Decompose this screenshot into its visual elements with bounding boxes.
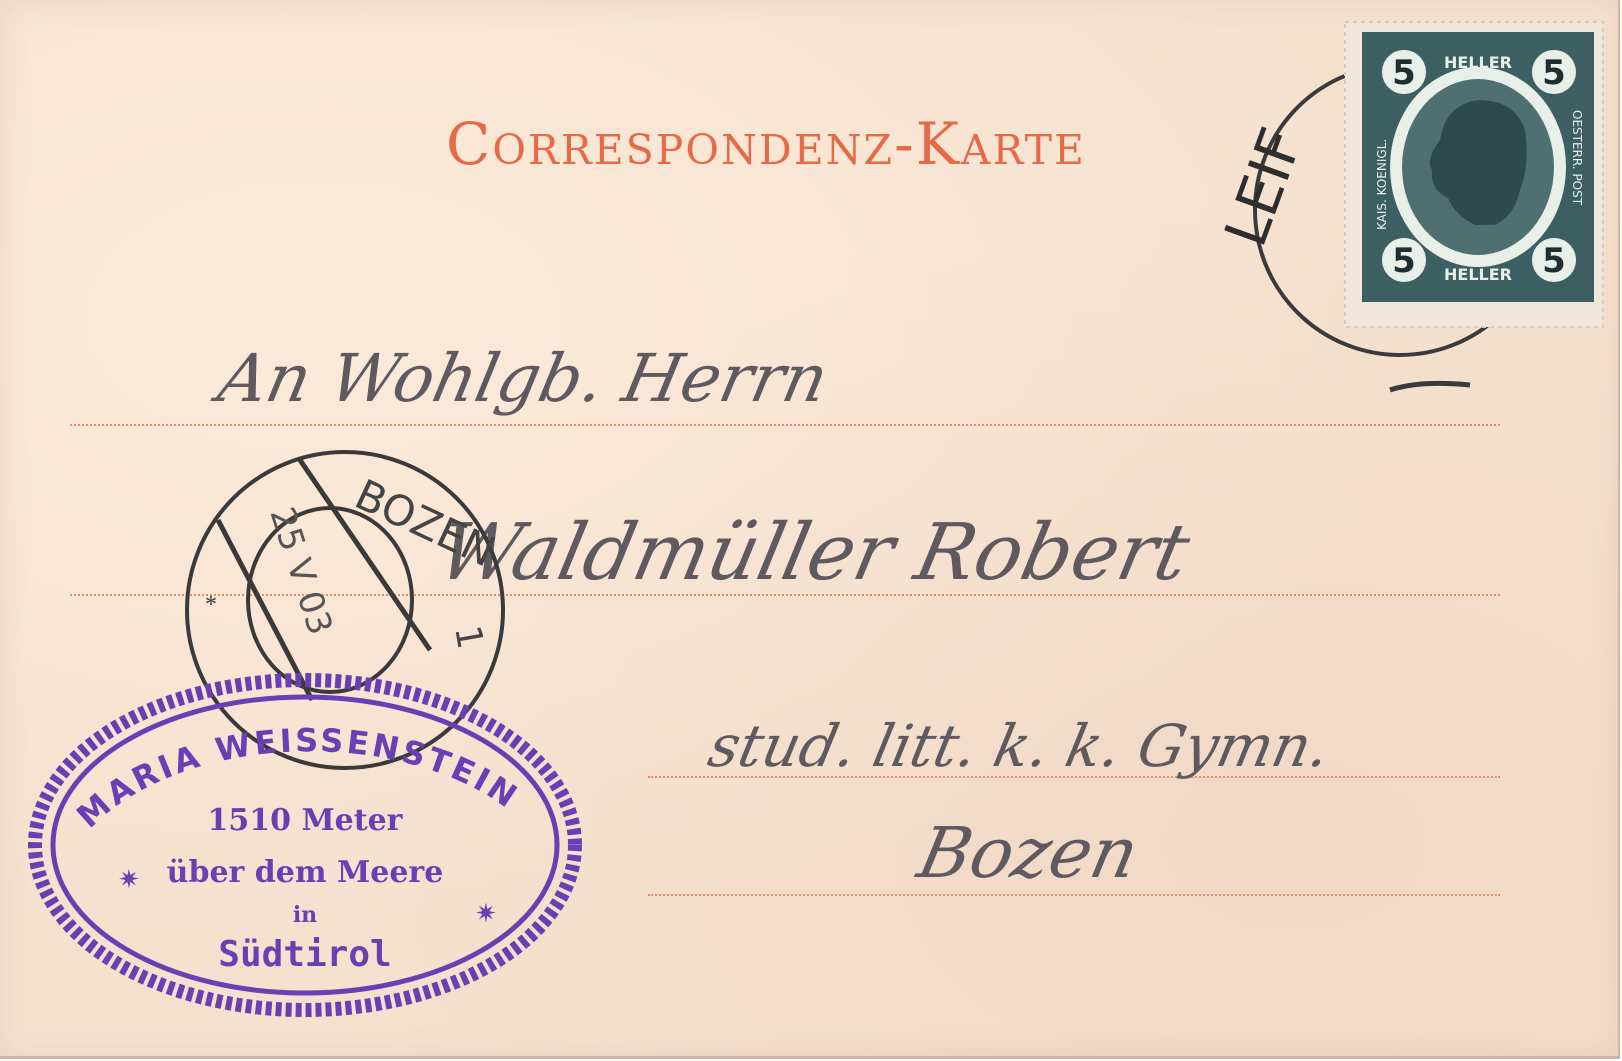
stamp-label-right: OESTERR. POST [1570, 110, 1584, 206]
stamp-label-left: KAIS. KOENIGL. [1375, 138, 1389, 230]
stamp-value-top-left: 5 [1392, 53, 1416, 93]
card-title: Correspondenz-Karte [446, 110, 1086, 178]
hotel-stamp-line4: Südtirol [218, 934, 392, 975]
bozen-postmark-number: 1 [446, 622, 491, 653]
stamp-label-bottom: HELLER [1444, 265, 1512, 284]
stamp-value-top-right: 5 [1542, 53, 1566, 93]
bozen-postmark-town: BOZEN [347, 469, 503, 577]
address-line-1: An Wohlgb. Herrn [211, 340, 835, 417]
star-icon: ✷ [118, 865, 140, 894]
svg-text:*: * [205, 592, 217, 618]
star-icon: ✷ [475, 899, 497, 928]
stamp-label-top: HELLER [1444, 53, 1512, 72]
leifers-postmark-town: LEIF [1211, 119, 1317, 255]
stamp-value-bottom-left: 5 [1392, 241, 1416, 281]
hotel-stamp-line3: in [292, 902, 318, 928]
stamp-value-bottom-right: 5 [1542, 241, 1566, 281]
address-line-4: Bozen [911, 812, 1146, 894]
address-line-3: stud. litt. k. k. Gymn. [702, 712, 1337, 780]
hotel-stamp-line2: über dem Meere [166, 855, 444, 890]
address-line-2: Waldmüller Robert [430, 508, 1198, 598]
hotel-stamp-name: MARIA WEISSENSTEIN [69, 721, 527, 836]
bozen-postmark [187, 452, 503, 768]
hotel-stamp-line1: 1510 Meter [207, 803, 403, 838]
bozen-postmark-date: 25 V 03 [261, 502, 341, 640]
